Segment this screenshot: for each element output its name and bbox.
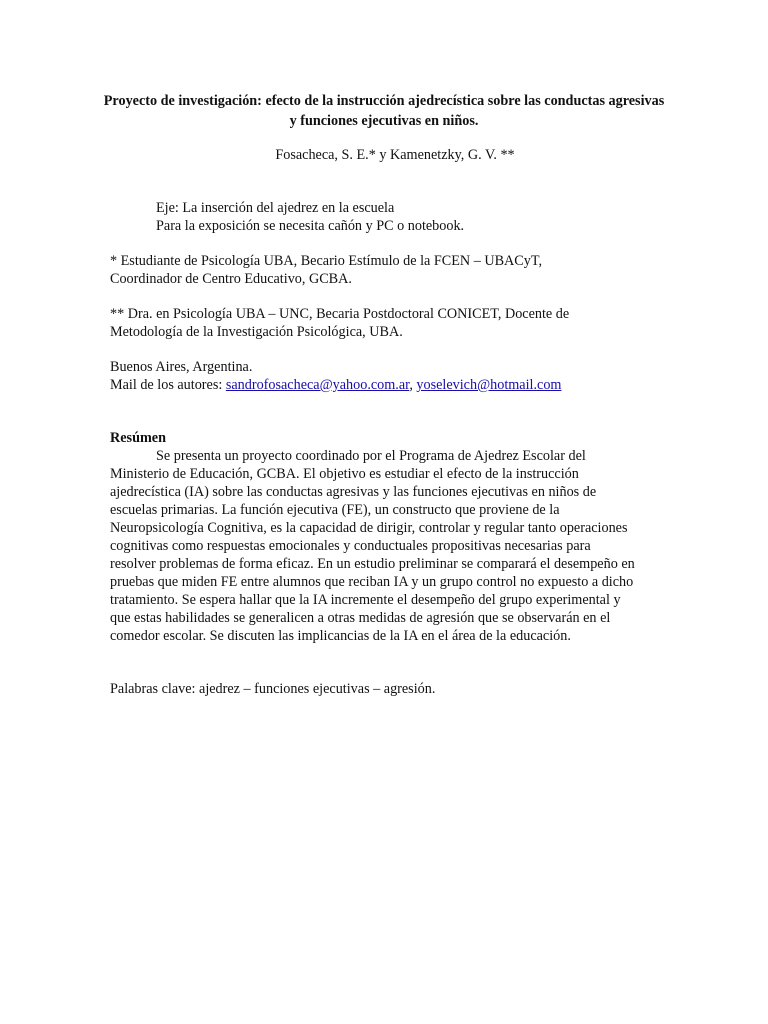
- document-title: Proyecto de investigación: efecto de la instrucción ajedrecística sobre las conductas agresivas y funciones ejecutivas en niños.: [103, 93, 665, 129]
- footnote-2-line-1: ** Dra. en Psicología UBA – UNC, Becaria Postdoctoral CONICET, Docente de: [110, 306, 570, 322]
- footnote-1-line-1: * Estudiante de Psicología UBA, Becario Estímulo de la FCEN – UBACyT,: [110, 253, 543, 269]
- email-link-1[interactable]: sandrofosacheca@yahoo.com.ar: [225, 377, 410, 393]
- axis-line: Eje: La inserción del ajedrez en la escuela: [156, 200, 395, 216]
- authors-line: Fosacheca, S. E.* y Kamenetzky, G. V. **: [275, 147, 515, 163]
- keywords-line: Palabras clave: ajedrez – funciones ejecutivas – agresión.: [110, 681, 436, 697]
- abstract-heading: Resúmen: [110, 430, 166, 446]
- abstract-paragraph: Se presenta un proyecto coordinado por el Programa de Ajedrez Escolar del Ministerio de Educación, GCBA. El objetivo es estudiar el efecto de la instrucción ajedrecística (IA) sobre las conductas agresivas y las funciones ejecutivas en niños de escuelas primarias. La función ejecutiva (FE), un constructo que proviene de la Neuropsicología Cognitiva, es la capacidad de dirigir, controlar y regular tanto operaciones cognitivas como respuestas emocionales y conductuales propositivas necesarias para resolver problemas de forma eficaz. En un estudio preliminar se comparará el desempeño en pruebas que miden FE entre alumnos que reciban IA y un grupo control no expuesto a dicho tratamiento. Se espera hallar que la IA incremente el desempeño del grupo experimental y que estas habilidades se generalicen a otras medidas de agresión que se observarán en el comedor escolar. Se discuten las implicancias de la IA en el área de la educación.: [110, 448, 635, 644]
- exposition-note: Para la exposición se necesita cañón y PC o notebook.: [156, 218, 465, 234]
- mail-line: [110, 376, 561, 394]
- location-line: Buenos Aires, Argentina.: [110, 359, 253, 375]
- email-separator: ,: [409, 377, 417, 393]
- footnote-2-line-2: Metodología de la Investigación Psicológica, UBA.: [110, 324, 403, 340]
- email-link-2[interactable]: yoselevich@hotmail.com: [416, 377, 562, 393]
- mail-label: Mail de los autores:: [110, 377, 226, 393]
- footnote-1-line-2: Coordinador de Centro Educativo, GCBA.: [110, 271, 352, 287]
